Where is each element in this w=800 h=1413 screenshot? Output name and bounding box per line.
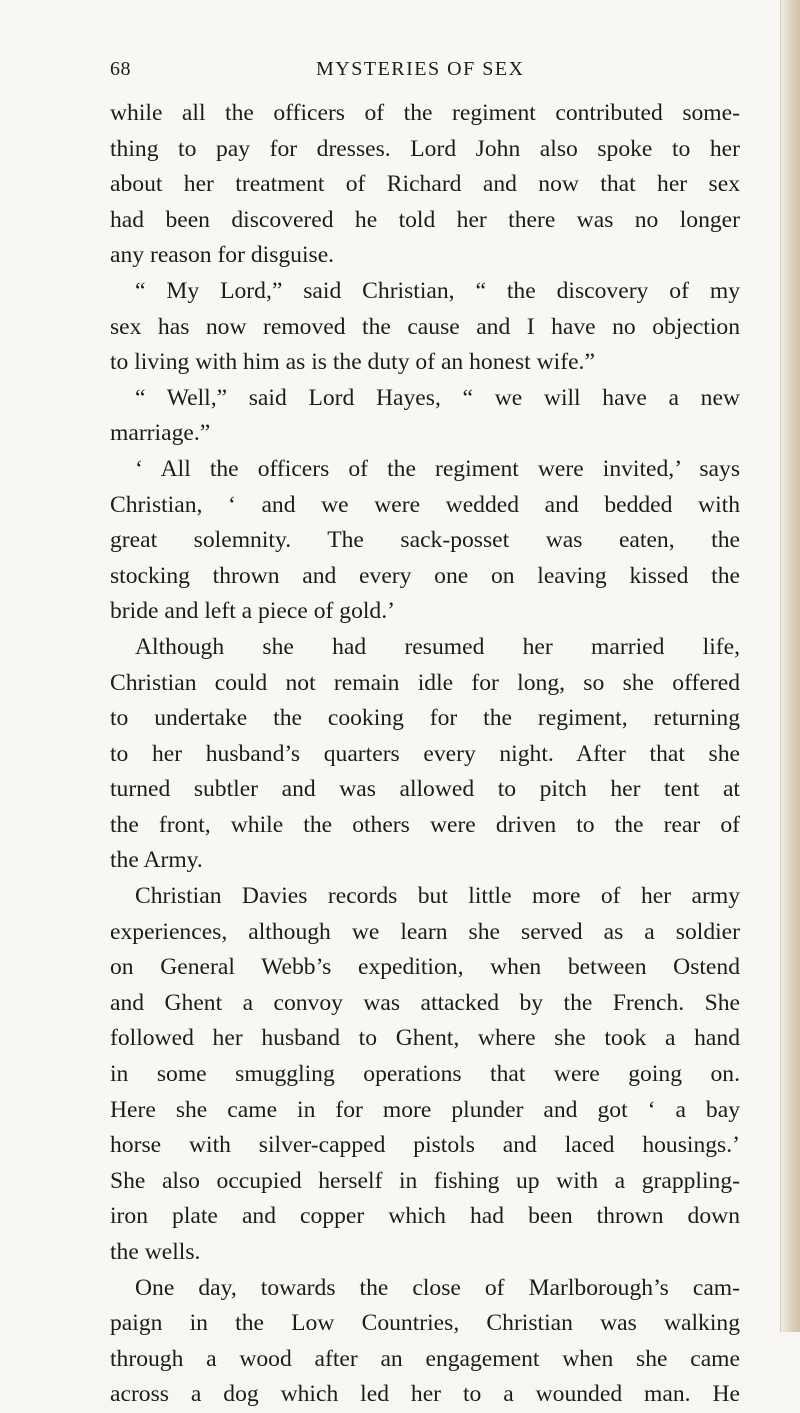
text-line: “ My Lord,” said Christian, “ the discovery of my (135, 277, 740, 304)
text-line: ‘ All the officers of the regiment were invited,’ says (135, 455, 740, 482)
text-line: to her husband’s quarters every night. After that she (110, 740, 740, 767)
text-line: any reason for disguise. (110, 242, 335, 269)
text-line: horse with silver-capped pistols and laced housings.’ (110, 1132, 740, 1159)
text-line: Although she had resumed her married life, (135, 633, 740, 660)
text-line: Christian Davies records but little more of her army (135, 883, 740, 910)
text-line: turned subtler and was allowed to pitch her tent at (110, 776, 740, 803)
text-line: Here she came in for more plunder and got ‘ a bay (110, 1096, 740, 1123)
text-line: sex has now removed the cause and I have no objection (110, 313, 740, 340)
text-line: about her treatment of Richard and now that her sex (110, 171, 740, 198)
text-line: One day, towards the close of Marlborough’s cam- (135, 1274, 740, 1301)
text-line: through a wood after an engagement when she came (110, 1345, 740, 1372)
text-line: great solemnity. The sack-posset was eaten, the (110, 527, 740, 554)
text-line: marriage.” (110, 420, 211, 447)
text-line: and Ghent a convoy was attacked by the French. She (110, 989, 740, 1016)
running-title: MYSTERIES OF SEX (316, 58, 525, 80)
text-line: on General Webb’s expedition, when between Ostend (110, 954, 740, 981)
text-line: the wells. (110, 1239, 201, 1265)
text-line: She also occupied herself in fishing up with a grappling- (110, 1167, 740, 1194)
text-line: the Army. (110, 847, 203, 874)
text-line: thing to pay for dresses. Lord John also spoke to her (110, 135, 740, 162)
text-line: Christian could not remain idle for long, so she offered (110, 669, 740, 696)
text-line: iron plate and copper which had been thrown down (110, 1203, 740, 1230)
text-line: while all the officers of the regiment contributed some- (110, 100, 740, 126)
text-line: followed her husband to Ghent, where she took a hand (110, 1025, 740, 1052)
text-line: paign in the Low Countries, Christian was walking (110, 1310, 740, 1337)
text-line: bride and left a piece of gold.’ (110, 598, 395, 625)
text-line: the front, while the others were driven to the rear of (110, 811, 740, 838)
text-line: experiences, although we learn she served as a soldier (110, 918, 740, 945)
text-line: to undertake the cooking for the regiment, returning (110, 705, 740, 732)
page-number: 68 (110, 58, 131, 80)
body-text (110, 96, 740, 1413)
page-edge (780, 0, 800, 1332)
running-header (110, 58, 740, 88)
text-line: Christian, ‘ and we were wedded and bedded with (110, 491, 740, 518)
text-line: in some smuggling operations that were going on. (110, 1061, 740, 1088)
text-line: across a dog which led her to a wounded man. He (110, 1381, 740, 1408)
text-line: “ Well,” said Lord Hayes, “ we will have a new (135, 384, 740, 411)
text-line: stocking thrown and every one on leaving kissed the (110, 562, 740, 589)
text-line: had been discovered he told her there was no longer (110, 206, 740, 233)
text-line: to living with him as is the duty of an honest wife.” (110, 349, 595, 376)
